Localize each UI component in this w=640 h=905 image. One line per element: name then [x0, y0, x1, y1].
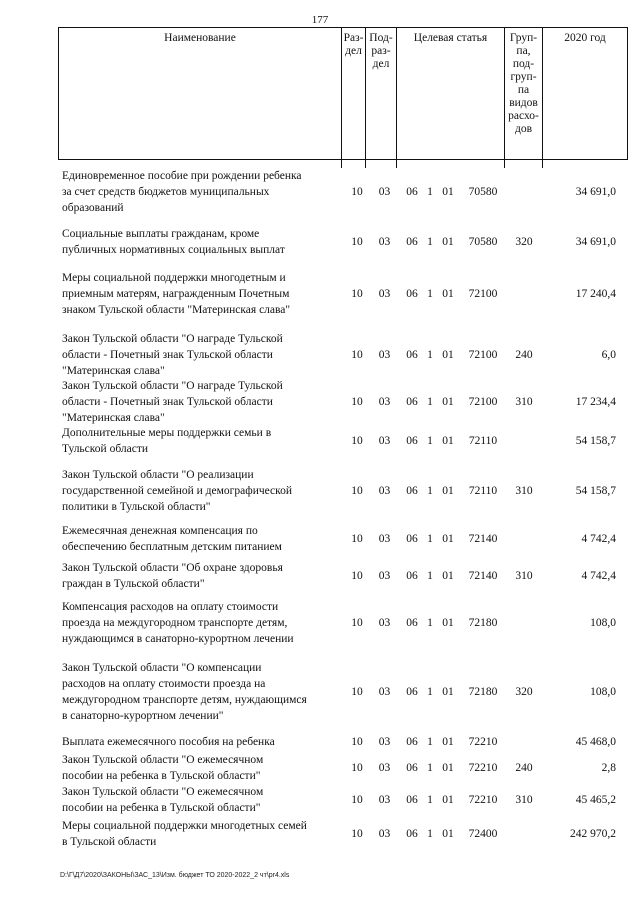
subsection-code: 03: [378, 288, 391, 300]
subsection-code: 03: [378, 794, 391, 806]
row-name: [62, 660, 344, 724]
table-row: [62, 226, 628, 258]
column-divider: [542, 160, 543, 168]
amount-2020: 45 468,0: [575, 736, 616, 748]
subsection-code: 03: [378, 186, 391, 198]
file-path-footer: D:\Г\Д7\2020\ЗАКОНЫ\ЗАС_13\Изм. бюджет ТО 2020-2022_2 чт\pr4.xls: [60, 872, 290, 879]
row-name: [62, 331, 344, 379]
event-code: 01: [442, 349, 454, 361]
row-name-line: политики в Тульской области": [62, 501, 211, 513]
row-name: [62, 784, 344, 816]
subsection-code: 03: [378, 617, 391, 629]
section-code: 10: [351, 349, 363, 361]
direction-code: 72140: [468, 533, 498, 545]
row-name-line: знаком Тульской области "Материнская слава": [62, 304, 291, 316]
amount-2020: 45 465,2: [575, 794, 616, 806]
header-section: [342, 28, 366, 159]
column-divider: [396, 160, 397, 168]
table-row: [62, 467, 628, 515]
table-row: [62, 523, 628, 555]
amount-2020: 2,8: [601, 762, 616, 774]
event-code: 01: [442, 236, 454, 248]
row-name-line: государственной семейной и демографической: [62, 485, 293, 497]
subsection-code: 03: [378, 762, 391, 774]
program-code: 06: [406, 617, 418, 629]
section-code: 10: [351, 288, 363, 300]
header-line: Под-: [369, 32, 393, 44]
table-row: [62, 331, 628, 379]
row-name: [62, 270, 344, 318]
subsection-code: 03: [378, 686, 391, 698]
event-code: 01: [442, 828, 454, 840]
program-code: 06: [406, 349, 418, 361]
table-row: [62, 734, 628, 750]
event-code: 01: [442, 186, 454, 198]
row-name: [62, 818, 344, 850]
header-line: дел: [372, 58, 390, 70]
direction-code: 70580: [468, 186, 498, 198]
header-line: раз-: [371, 45, 391, 57]
row-name: [62, 734, 344, 750]
direction-code: 72180: [468, 686, 498, 698]
header-line: расхо-: [508, 110, 539, 122]
row-name-line: образований: [62, 202, 124, 214]
row-name: [62, 560, 344, 592]
row-name-line: Тульской области: [62, 443, 149, 455]
event-code: 01: [442, 762, 454, 774]
table-row: [62, 752, 628, 784]
subsection-code: 03: [378, 736, 391, 748]
row-name-line: Закон Тульской области "О реализации: [62, 469, 254, 481]
subsection-code: 03: [378, 828, 391, 840]
table-row: [62, 660, 628, 724]
section-code: 10: [351, 828, 363, 840]
header-line: дов: [514, 123, 533, 135]
program-code: 06: [406, 396, 418, 408]
row-name: [62, 168, 344, 216]
row-name-line: "Материнская слава": [62, 365, 165, 377]
row-name-line: нуждающимся в санаторно-курортном лечении: [62, 633, 294, 645]
table-row: [62, 599, 628, 647]
subprogram-code: 1: [427, 485, 433, 497]
expense-type-code: 320: [515, 686, 533, 698]
direction-code: 72210: [468, 762, 498, 774]
section-code: 10: [351, 794, 363, 806]
amount-2020: 34 691,0: [575, 186, 616, 198]
table-row: [62, 818, 628, 850]
subprogram-code: 1: [427, 288, 433, 300]
subsection-code: 03: [378, 349, 391, 361]
header-subsection: [366, 28, 397, 159]
expense-type-code: 240: [515, 349, 533, 361]
row-name-line: в санаторно-курортном лечении": [62, 710, 224, 722]
program-code: 06: [406, 686, 418, 698]
row-name-line: граждан в Тульской области": [62, 578, 205, 590]
column-divider: [341, 160, 342, 168]
row-name-line: Единовременное пособие при рождении ребенка: [62, 170, 302, 182]
row-name-line: области - Почетный знак Тульской области: [62, 396, 273, 408]
row-name-line: Дополнительные меры поддержки семьи в: [62, 427, 272, 439]
row-name-line: области - Почетный знак Тульской области: [62, 349, 273, 361]
amount-2020: 17 240,4: [575, 288, 616, 300]
row-name-line: публичных нормативных социальных выплат: [62, 244, 285, 256]
expense-type-code: 310: [515, 794, 533, 806]
header-group: [505, 28, 543, 159]
direction-code: 72110: [468, 435, 498, 447]
row-name-line: Закон Тульской области "О ежемесячном: [62, 754, 264, 766]
subsection-code: 03: [378, 236, 391, 248]
subprogram-code: 1: [427, 186, 433, 198]
table-row: [62, 560, 628, 592]
program-code: 06: [406, 288, 418, 300]
row-name-line: Ежемесячная денежная компенсация по: [62, 525, 258, 537]
row-name-line: Компенсация расходов на оплату стоимости: [62, 601, 279, 613]
row-name: [62, 226, 344, 258]
subsection-code: 03: [378, 396, 391, 408]
header-line: дел: [345, 45, 362, 57]
program-code: 06: [406, 762, 418, 774]
expense-type-code: 310: [515, 485, 533, 497]
row-name: [62, 599, 344, 647]
row-name: [62, 523, 344, 555]
header-line: Раз-: [343, 32, 364, 44]
subprogram-code: 1: [427, 435, 433, 447]
row-name-line: пособии на ребенка в Тульской области": [62, 770, 261, 782]
header-line: груп-: [510, 71, 537, 83]
row-name-line: Меры социальной поддержки многодетных семей: [62, 820, 307, 832]
direction-code: 72210: [468, 736, 498, 748]
section-code: 10: [351, 396, 363, 408]
header-line: Груп-: [509, 32, 538, 44]
direction-code: 72400: [468, 828, 498, 840]
subprogram-code: 1: [427, 617, 433, 629]
row-name-line: междугородном транспорте детям, нуждающимся: [62, 694, 307, 706]
direction-code: 72110: [468, 485, 498, 497]
header-line: па,: [516, 45, 531, 57]
program-code: 06: [406, 533, 418, 545]
subprogram-code: 1: [427, 349, 433, 361]
subprogram-code: 1: [427, 533, 433, 545]
header-year: 2020 год: [564, 32, 606, 44]
subsection-code: 03: [378, 435, 391, 447]
section-code: 10: [351, 186, 363, 198]
row-name-line: Закон Тульской области "О компенсации: [62, 662, 262, 674]
direction-code: 72100: [468, 349, 498, 361]
subprogram-code: 1: [427, 762, 433, 774]
direction-code: 72140: [468, 570, 498, 582]
subsection-code: 03: [378, 485, 391, 497]
subprogram-code: 1: [427, 736, 433, 748]
amount-2020: 17 234,4: [575, 396, 616, 408]
header-line: па: [517, 84, 530, 96]
row-name-line: проезда на междугородном транспорте детям,: [62, 617, 288, 629]
row-name-line: приемным матерям, награжденным Почетным: [62, 288, 290, 300]
subprogram-code: 1: [427, 794, 433, 806]
event-code: 01: [442, 794, 454, 806]
header-target: Целевая статья: [397, 28, 505, 159]
row-name-line: расходов на оплату стоимости проезда на: [62, 678, 266, 690]
header-line: видов: [509, 97, 538, 109]
program-code: 06: [406, 828, 418, 840]
expense-type-code: 310: [515, 396, 533, 408]
amount-2020: 108,0: [590, 686, 616, 698]
event-code: 01: [442, 736, 454, 748]
column-divider: [365, 160, 366, 168]
section-code: 10: [351, 617, 363, 629]
amount-2020: 4 742,4: [581, 570, 616, 582]
row-name-line: Закон Тульской области "Об охране здоровья: [62, 562, 283, 574]
section-code: 10: [351, 686, 363, 698]
header-line: под-: [512, 58, 535, 70]
table-header: [58, 27, 628, 160]
expense-type-code: 310: [515, 570, 533, 582]
event-code: 01: [442, 533, 454, 545]
program-code: 06: [406, 570, 418, 582]
section-code: 10: [351, 736, 363, 748]
amount-2020: 242 970,2: [570, 828, 616, 840]
expense-type-code: 240: [515, 762, 533, 774]
table-row: [62, 784, 628, 816]
subsection-code: 03: [378, 533, 391, 545]
subprogram-code: 1: [427, 570, 433, 582]
row-name: [62, 752, 344, 784]
column-divider: [504, 160, 505, 168]
subprogram-code: 1: [427, 396, 433, 408]
row-name-line: обеспечению бесплатным детским питанием: [62, 541, 282, 553]
section-code: 10: [351, 762, 363, 774]
section-code: 10: [351, 236, 363, 248]
table-row: [62, 168, 628, 216]
table-row: [62, 378, 628, 426]
header-name: Наименование: [59, 28, 342, 159]
amount-2020: 54 158,7: [575, 485, 616, 497]
row-name: [62, 378, 344, 426]
program-code: 06: [406, 736, 418, 748]
row-name-line: в Тульской области: [62, 836, 157, 848]
row-name: [62, 425, 344, 457]
row-name-line: Закон Тульской области "О награде Тульской: [62, 380, 283, 392]
row-name-line: Закон Тульской области "О ежемесячном: [62, 786, 264, 798]
table-row: [62, 270, 628, 318]
row-name-line: за счет средств бюджетов муниципальных: [62, 186, 270, 198]
row-name-line: пособии на ребенка в Тульской области": [62, 802, 261, 814]
direction-code: 72210: [468, 794, 498, 806]
subprogram-code: 1: [427, 828, 433, 840]
subsection-code: 03: [378, 570, 391, 582]
subprogram-code: 1: [427, 686, 433, 698]
event-code: 01: [442, 570, 454, 582]
event-code: 01: [442, 485, 454, 497]
event-code: 01: [442, 435, 454, 447]
row-name-line: Социальные выплаты гражданам, кроме: [62, 228, 260, 240]
amount-2020: 4 742,4: [581, 533, 616, 545]
event-code: 01: [442, 617, 454, 629]
expense-type-code: 320: [515, 236, 533, 248]
program-code: 06: [406, 794, 418, 806]
event-code: 01: [442, 396, 454, 408]
row-name-line: Закон Тульской области "О награде Тульской: [62, 333, 283, 345]
direction-code: 70580: [468, 236, 498, 248]
program-code: 06: [406, 435, 418, 447]
section-code: 10: [351, 533, 363, 545]
amount-2020: 54 158,7: [575, 435, 616, 447]
subprogram-code: 1: [427, 236, 433, 248]
amount-2020: 34 691,0: [575, 236, 616, 248]
direction-code: 72100: [468, 396, 498, 408]
program-code: 06: [406, 485, 418, 497]
program-code: 06: [406, 186, 418, 198]
program-code: 06: [406, 236, 418, 248]
section-code: 10: [351, 570, 363, 582]
section-code: 10: [351, 485, 363, 497]
event-code: 01: [442, 686, 454, 698]
row-name-line: Меры социальной поддержки многодетным и: [62, 272, 286, 284]
direction-code: 72180: [468, 617, 498, 629]
page-number: 177: [311, 14, 329, 26]
row-name-line: "Материнская слава": [62, 412, 165, 424]
event-code: 01: [442, 288, 454, 300]
row-name-line: Выплата ежемесячного пособия на ребенка: [62, 736, 275, 748]
amount-2020: 108,0: [590, 617, 616, 629]
direction-code: 72100: [468, 288, 498, 300]
table-row: [62, 425, 628, 457]
row-name: [62, 467, 344, 515]
section-code: 10: [351, 435, 363, 447]
amount-2020: 6,0: [601, 349, 616, 361]
